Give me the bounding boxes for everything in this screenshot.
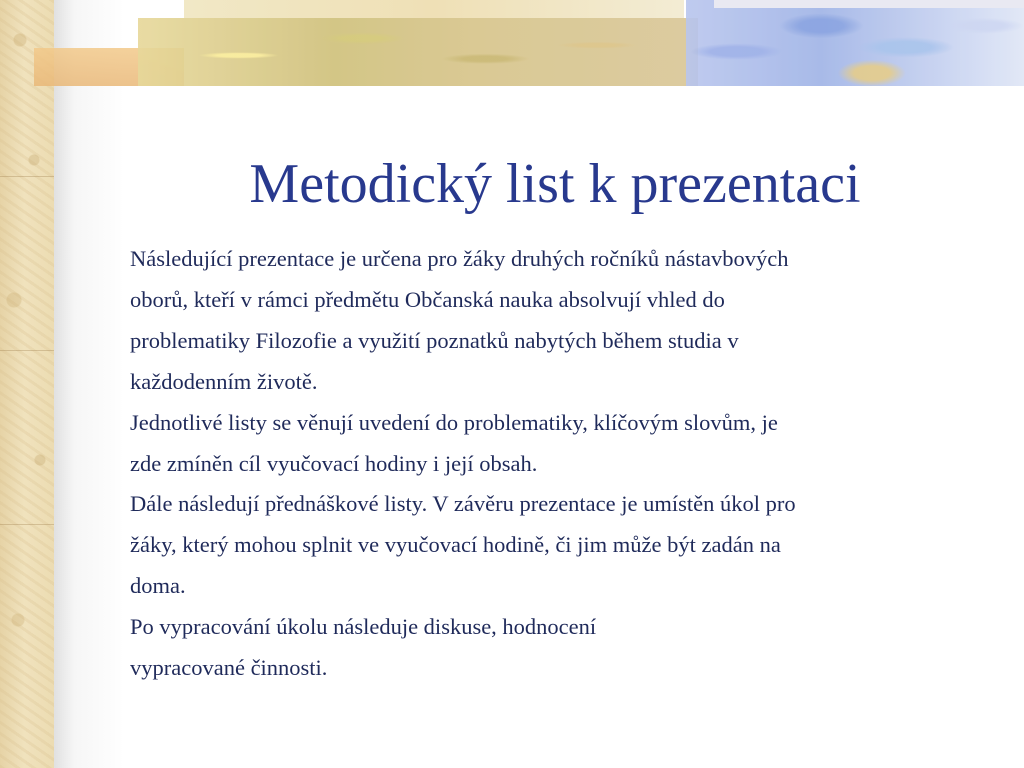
body-line: Jednotlivé listy se věnují uvedení do problematiky, klíčovým slovům, je bbox=[130, 409, 778, 435]
strip-seam bbox=[0, 176, 54, 177]
floral-decoration-image bbox=[138, 18, 698, 86]
light-decoration-strip bbox=[714, 0, 1024, 8]
cream-decoration-strip bbox=[184, 0, 684, 18]
body-line: doma. bbox=[130, 573, 186, 599]
body-line: každodenním životě. bbox=[130, 368, 318, 394]
body-line: vypracované činnosti. bbox=[130, 655, 328, 681]
left-parchment-strip bbox=[0, 0, 54, 768]
header-decoration-band bbox=[34, 0, 1024, 86]
body-line: zde zmíněn cíl vyučovací hodiny i její obsah. bbox=[130, 450, 538, 476]
slide-title: Metodický list k prezentaci bbox=[249, 153, 861, 215]
page-edge-shadow bbox=[54, 0, 124, 768]
strip-seam bbox=[0, 524, 54, 525]
blue-floral-decoration-image bbox=[686, 0, 1024, 86]
body-line: Dále následují přednáškové listy. V závěru prezentace je umístěn úkol pro bbox=[130, 491, 796, 517]
strip-seam bbox=[0, 350, 54, 351]
body-line: Následující prezentace je určena pro žáky druhých ročníků nástavbových bbox=[130, 246, 789, 271]
body-line: žáky, který mohou splnit ve vyučovací hodině, či jim může být zadán na bbox=[130, 532, 781, 558]
body-line: oborů, kteří v rámci předmětu Občanská nauka absolvují vhled do bbox=[130, 286, 725, 312]
body-line: problematiky Filozofie a využití poznatků nabytých během studia v bbox=[130, 327, 739, 353]
body-line: Po vypracování úkolu následuje diskuse, hodnocení bbox=[130, 614, 597, 640]
slide-body bbox=[130, 239, 990, 689]
